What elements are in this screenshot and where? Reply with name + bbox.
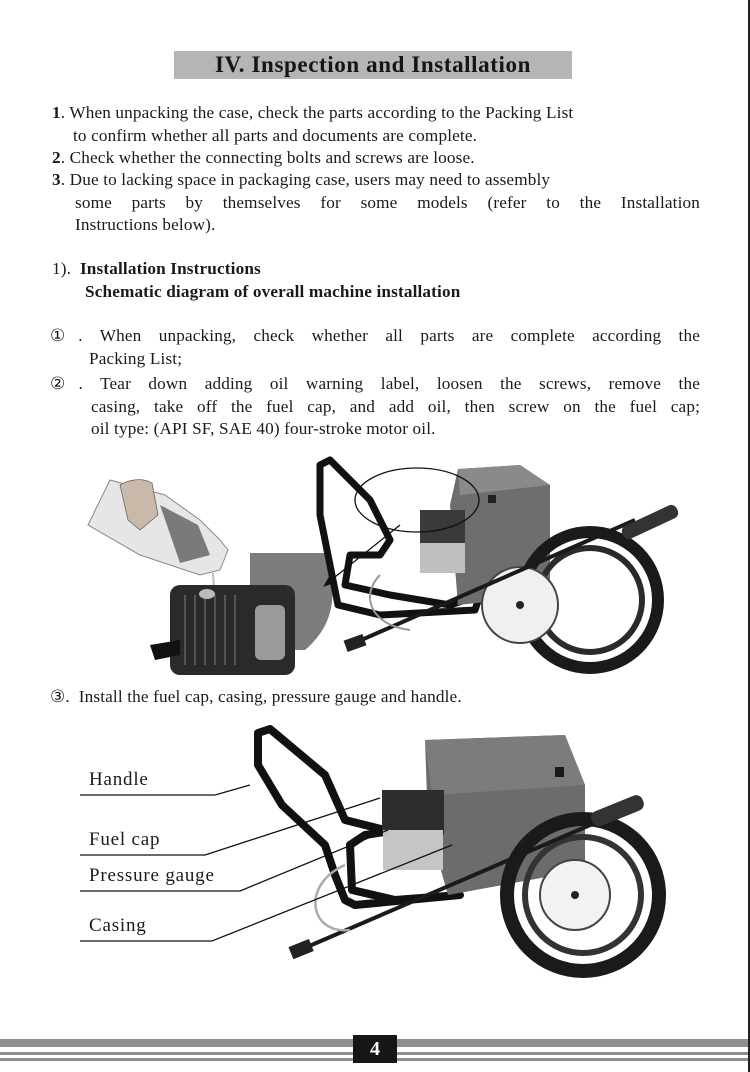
step-text: Tear down adding oil warning label, loosen the screws, remove the bbox=[100, 374, 701, 393]
label-handle: Handle bbox=[89, 769, 149, 790]
oil-bottle-icon bbox=[88, 480, 228, 603]
checklist-item-1: 1. When unpacking the case, check the parts according to the Packing List to confirm whether all parts and documents are complete. bbox=[52, 103, 574, 145]
checklist-item-2: 2. Check whether the connecting bolts and screws are loose. bbox=[52, 148, 475, 167]
step-marker: ① bbox=[50, 326, 79, 346]
section-title-bar bbox=[174, 51, 572, 79]
step-2: ②. Tear down adding oil warning label, loosen the screws, remove the casing, take off the fuel cap, and add oil, then screw on the fuel cap; oil type: (API SF, SAE 40) four-stroke motor oil. bbox=[50, 373, 700, 441]
step-text: Install the fuel cap, casing, pressure gauge and handle. bbox=[78, 687, 462, 706]
subsection-number: 1 bbox=[52, 259, 61, 278]
assembly-figure bbox=[0, 725, 750, 995]
item-text: some parts by themselves for some models (refer to the Installation bbox=[75, 192, 700, 212]
pump-closeup bbox=[150, 553, 332, 675]
item-text: to confirm whether all parts and documents are complete. bbox=[73, 125, 478, 145]
step-3: ③. Install the fuel cap, casing, pressure gauge and handle. bbox=[50, 687, 462, 707]
item-text: Due to lacking space in packaging case, users may need to assembly bbox=[69, 170, 551, 189]
pressure-washer-machine bbox=[258, 729, 659, 971]
subsection-heading: 1). Installation Instructions Schematic diagram of overall machine installation bbox=[52, 259, 461, 301]
checklist-item-3: 3. Due to lacking space in packaging case, users may need to assembly some parts by themselves for some models (refer to the Installation Instructions below). bbox=[52, 169, 700, 237]
label-casing: Casing bbox=[89, 915, 147, 936]
step-text: When unpacking, check whether all parts are complete according the bbox=[99, 326, 700, 345]
section-title: IV. Inspection and Installation bbox=[215, 52, 531, 77]
step-text: casing, take off the fuel cap, and add oil, then screw on the fuel cap; bbox=[91, 396, 700, 416]
item-text: When unpacking the case, check the parts according to the Packing List bbox=[69, 103, 574, 122]
step-text: oil type: (API SF, SAE 40) four-stroke motor oil. bbox=[91, 419, 436, 438]
label-fuel-cap: Fuel cap bbox=[89, 829, 161, 850]
item-number: 3 bbox=[52, 170, 61, 189]
item-text: Instructions below). bbox=[75, 215, 216, 234]
step-marker: ③ bbox=[50, 687, 66, 707]
item-text: Check whether the connecting bolts and screws are loose. bbox=[69, 148, 475, 167]
label-pressure-gauge: Pressure gauge bbox=[89, 865, 215, 886]
page-number: 4 bbox=[353, 1035, 397, 1063]
item-number: 1 bbox=[52, 103, 61, 122]
pressure-washer-machine bbox=[320, 460, 680, 668]
subsection-title: Installation Instructions bbox=[79, 259, 261, 278]
step-1: ①. When unpacking, check whether all parts are complete according the Packing List; bbox=[50, 325, 700, 370]
step-text: Packing List; bbox=[89, 348, 183, 368]
item-number: 2 bbox=[52, 148, 61, 167]
oil-filling-figure bbox=[80, 455, 680, 680]
subsection-subtitle: Schematic diagram of overall machine installation bbox=[85, 281, 461, 301]
step-marker: ② bbox=[50, 374, 79, 394]
